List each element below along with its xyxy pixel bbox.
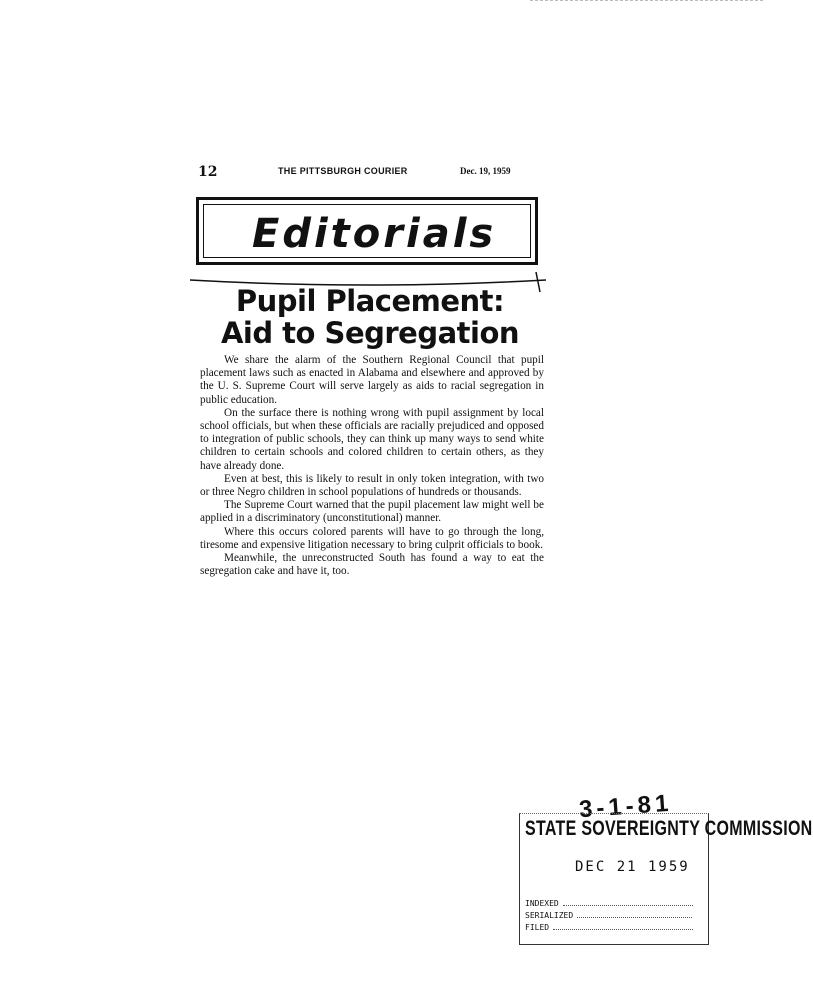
page-number: 12 (198, 164, 218, 180)
stamp-serialized-label: SERIALIZED (525, 911, 574, 920)
headline-line-1: Pupil Placement: (235, 284, 505, 318)
article-paragraph: Where this occurs colored parents will have to go through the long, tiresome and expensive litigation necessary to bring culprit officials to book. (200, 525, 544, 551)
stamp-serialized-line (525, 911, 692, 920)
article-paragraph: On the surface there is nothing wrong with pupil assignment by local school officials, but when these officials are racially prejudiced and opposed to integration of public schools, they can think up many ways to send white children to certain schools and colored children to certain others, as they have already done. (200, 406, 544, 472)
issue-date: Dec. 19, 1959 (460, 166, 511, 176)
stamp-indexed-label: INDEXED (525, 899, 559, 908)
stamp-filed-line (525, 923, 693, 932)
scan-edge (530, 0, 763, 3)
stamp-title: STATE SOVEREIGNTY COMMISSION (525, 818, 813, 841)
handwritten-file-number: 3-1-81 (578, 789, 674, 824)
publication-name: THE PITTSBURGH COURIER (278, 166, 408, 176)
article-paragraph: Meanwhile, the unreconstructed South has found a way to eat the segregation cake and have it, too. (200, 552, 544, 578)
stamp-indexed-line (525, 899, 693, 908)
section-title-inner-frame (203, 204, 531, 258)
stamp-filed-label: FILED (525, 923, 550, 932)
section-title: Editorials (252, 211, 497, 257)
editorial-article (200, 354, 544, 578)
headline-line-2: Aid to Segregation (220, 316, 520, 350)
article-paragraph: Even at best, this is likely to result in only token integration, with two or three Negro children in school populations of hundreds or thousands. (200, 472, 544, 499)
commission-stamp (515, 789, 813, 948)
article-paragraph: We share the alarm of the Southern Regional Council that pupil placement laws such as enacted in Alabama and elsewhere and approved by the U. S. Supreme Court will serve largely as aids to racial segregation in public education. (200, 354, 544, 406)
page-header (198, 164, 538, 180)
stamp-date: DEC 21 1959 (575, 859, 690, 875)
section-title-box (196, 197, 538, 265)
article-paragraph: The Supreme Court warned that the pupil placement law might well be applied in a discriminatory (unconstitutional) manner. (200, 499, 544, 525)
